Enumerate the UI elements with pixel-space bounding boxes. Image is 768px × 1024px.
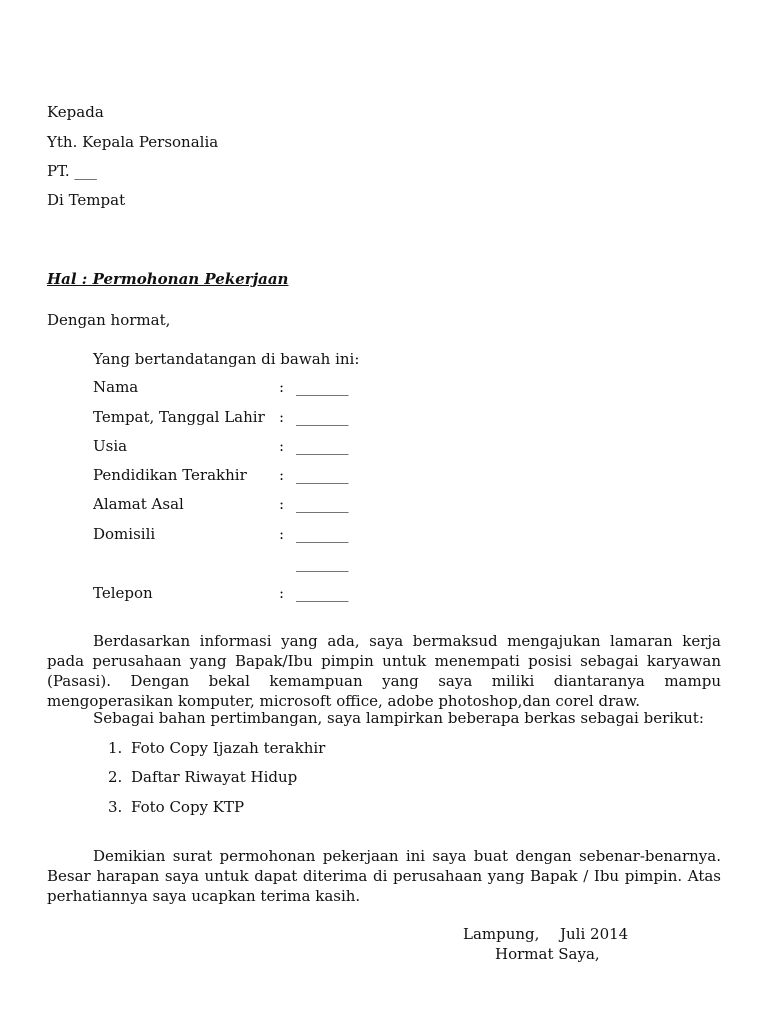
field-label-pendidikan-terakhir: Pendidikan Terakhir <box>93 466 247 484</box>
closing-paragraph <box>47 846 721 906</box>
recipient-line-title: Yth. Kepala Personalia <box>47 133 219 151</box>
body-paragraph-text: Berdasarkan informasi yang ada, saya bermaksud mengajukan lamaran kerja pada perusahaan yang Bapak/Ibu pimpin untuk menempati posisi sebagai karyawan (Pasasi). Dengan bekal kemampuan yang saya miliki diantaranya mampu mengoperasikan komputer, microsoft office, adobe photoshop,dan corel draw. <box>47 632 721 710</box>
list-item: Daftar Riwayat Hidup <box>131 768 298 786</box>
field-value-domisili-continued: _______ <box>296 554 349 572</box>
body-paragraph <box>47 631 721 711</box>
field-colon: : <box>279 584 285 602</box>
field-value-tempat-tanggal-lahir: _______ <box>296 408 349 426</box>
field-value-pendidikan-terakhir: _______ <box>296 466 349 484</box>
subject-heading: Hal : Permohonan Pekerjaan <box>47 270 289 288</box>
recipient-line-company: PT. ___ <box>47 162 97 180</box>
field-value-alamat-asal: _______ <box>296 495 349 513</box>
list-item-number: 3. <box>108 798 123 816</box>
list-item: Foto Copy KTP <box>131 798 245 816</box>
recipient-line-kepada: Kepada <box>47 103 104 121</box>
field-colon: : <box>279 495 285 513</box>
field-label-usia: Usia <box>93 437 128 455</box>
signature-place: Lampung, <box>463 925 540 943</box>
field-value-nama: _______ <box>296 378 349 396</box>
field-label-telepon: Telepon <box>93 584 153 602</box>
field-colon: : <box>279 466 285 484</box>
intro-line: Yang bertandatangan di bawah ini: <box>93 350 360 368</box>
recipient-line-place: Di Tempat <box>47 191 126 209</box>
field-colon: : <box>279 437 285 455</box>
attachments-intro: Sebagai bahan pertimbangan, saya lampirkan beberapa berkas sebagai berikut: <box>93 709 704 727</box>
field-colon: : <box>279 525 285 543</box>
signature-closing: Hormat Saya, <box>495 945 600 963</box>
field-colon: : <box>279 408 285 426</box>
field-colon: : <box>279 378 285 396</box>
list-item-number: 1. <box>108 739 123 757</box>
field-label-tempat-tanggal-lahir: Tempat, Tanggal Lahir <box>93 408 265 426</box>
field-value-telepon: _______ <box>296 584 349 602</box>
field-label-alamat-asal: Alamat Asal <box>93 495 184 513</box>
closing-paragraph-text: Demikian surat permohonan pekerjaan ini saya buat dengan sebenar-benarnya. Besar harapan saya untuk dapat diterima di perusahaan yang Bapak / Ibu pimpin. Atas perhatiannya saya ucapkan terima kasih. <box>47 847 721 905</box>
field-label-nama: Nama <box>93 378 139 396</box>
list-item-number: 2. <box>108 768 123 786</box>
signature-date: Juli 2014 <box>560 925 629 943</box>
field-value-domisili: _______ <box>296 525 349 543</box>
field-label-domisili: Domisili <box>93 525 156 543</box>
list-item: Foto Copy Ijazah terakhir <box>131 739 326 757</box>
salutation: Dengan hormat, <box>47 311 171 329</box>
field-value-usia: _______ <box>296 437 349 455</box>
